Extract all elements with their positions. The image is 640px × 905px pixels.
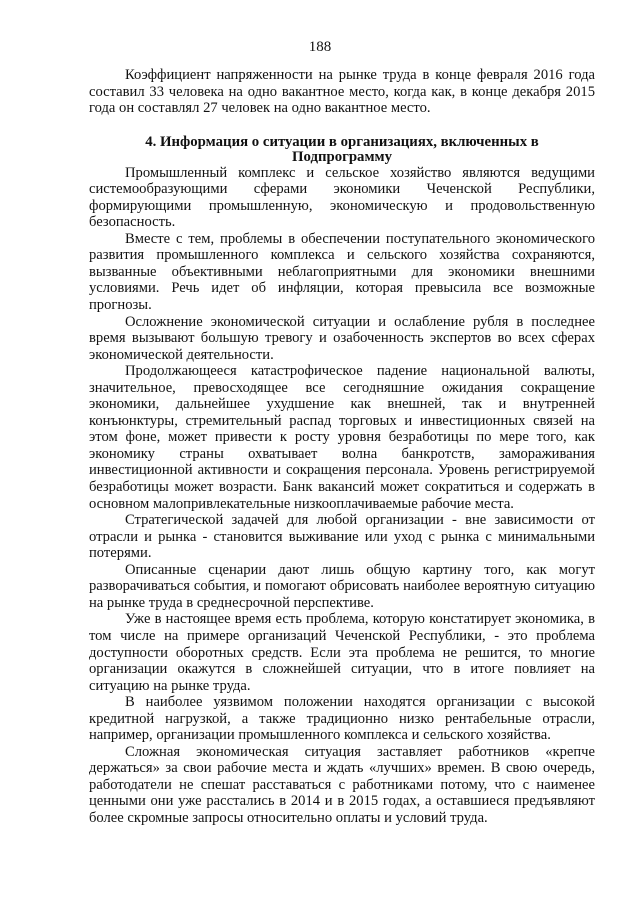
intro-paragraph: Коэффициент напряженности на рынке труда в конце февраля 2016 года составил 33 человека на одно вакантное место, когда как, в конце декабря 2015 года он составлял 27 человек на одно вакантное место. bbox=[89, 67, 595, 117]
page-number: 188 bbox=[308, 39, 332, 55]
body-paragraph: Вместе с тем, проблемы в обеспечении поступательного экономического развития промышленного комплекса и сельского хозяйства сохраняются, вызванные объективными неблагоприятными для экономики внешними условиями. Речь идет об инфляции, которая превысила все возможные прогнозы. bbox=[89, 230, 595, 314]
body-paragraph: Описанные сценарии дают лишь общую картину того, как могут разворачиваться события, и помогают обрисовать наиболее вероятную ситуацию на рынке труда в среднесрочной перспективе. bbox=[89, 561, 595, 611]
body-paragraph: Сложная экономическая ситуация заставляет работников «крепче держаться» за свои рабочие места и ждать «лучших» времен. В свою очередь, работодатели не спешат расставаться с работниками потому, что с наименее ценными они уже расстались в 2014 и в 2015 годах, а оставшиеся предъявляют более скромные запросы относительно оплаты и условий труда. bbox=[89, 743, 595, 826]
body-paragraph: Осложнение экономической ситуации и ослабление рубля в последнее время вызывают большую тревогу и озабоченность экспертов во всех сферах экономической деятельности. bbox=[89, 313, 595, 363]
document-body bbox=[89, 67, 595, 827]
section-heading: 4. Информация о ситуации в организациях, включенных в Подпрограмму bbox=[145, 133, 539, 165]
body-paragraph: В наиболее уязвимом положении находятся организации с высокой кредитной нагрузкой, а также традиционно низко рентабельные отрасли, например, организации промышленного комплекса и сельского хозяйства. bbox=[89, 694, 595, 744]
body-paragraph: Продолжающееся катастрофическое падение национальной валюты, значительное, превосходящее все сегодняшние ожидания сокращение экономики, дальнейшее ухудшение как внешней, так и внутренней конъюнктуры, стремительный распад торговых и инвестиционных связей на этом фоне, может привести к росту уровня безработицы по мере того, как экономику страны охватывает волна банкротств, замораживания инвестиционной активности и сокращения персонала. Уровень регистрируемой безработицы может возрасти. Банк вакансий может сократиться и содержать в основном малопривлекательные низкооплачиваемые рабочие места. bbox=[89, 363, 595, 512]
body-paragraph: Промышленный комплекс и сельское хозяйство являются ведущими системообразующими сферами экономики Чеченской Республики, формирующими промышленную, экономическую и продовольственную безопасность. bbox=[89, 164, 595, 231]
body-paragraph: Стратегической задачей для любой организации - вне зависимости от отрасли и рынка - становится выживание или уход с рынка с минимальными потерями. bbox=[89, 512, 595, 562]
body-paragraph: Уже в настоящее время есть проблема, которую констатирует экономика, в том числе на примере организаций Чеченской Республики, - это проблема доступности оборотных средств. Если эта проблема не решится, то многие организации окажутся в сложнейшей ситуации, что в итоге повлияет на ситуацию на рынке труда. bbox=[89, 611, 595, 694]
